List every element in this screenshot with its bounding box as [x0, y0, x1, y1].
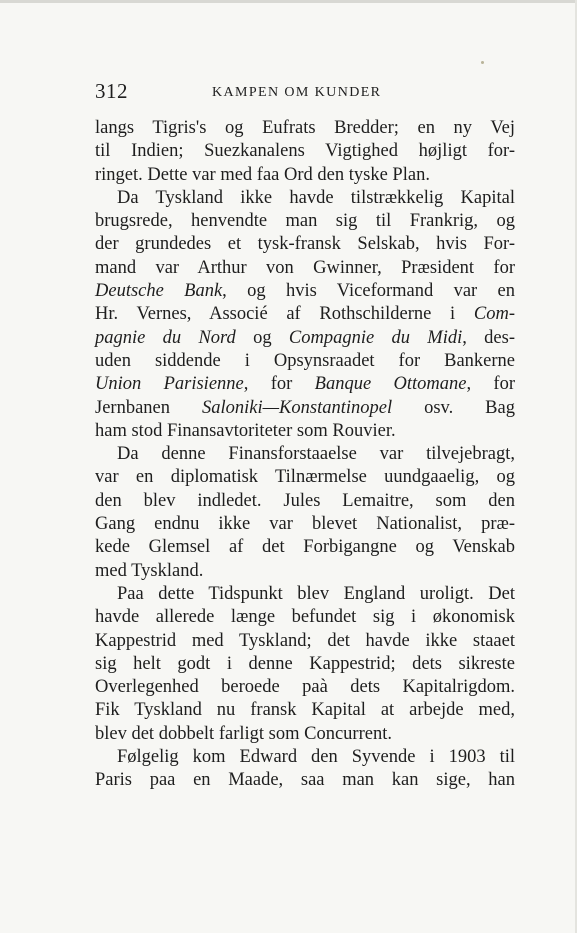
text-line: havde allerede længe befundet sig i økonomisk [95, 607, 515, 628]
text-line: Gang endnu ikke var blevet Nationalist, præ- [95, 514, 515, 535]
text-line: var en diplomatisk Tilnærmelse uundgaaelig, og [95, 467, 515, 488]
text-line: Da Tyskland ikke havde tilstrækkelig Kapital [117, 187, 515, 208]
text-line: Deutsche Bank, og hvis Viceformand var en [95, 281, 515, 302]
text-line: Fik Tyskland nu fransk Kapital at arbejde med, [95, 700, 515, 721]
text-line: Kappestrid med Tyskland; det havde ikke staaet [95, 630, 515, 651]
text-line: Hr. Vernes, Associé af Rothschilderne i Com- [95, 304, 515, 325]
text-line: uden siddende i Opsynsraadet for Bankerne [95, 350, 515, 371]
text-line: kede Glemsel af det Forbigangne og Venskab [95, 537, 515, 558]
text-line: ham stod Finansavtoriteter som Rouvier. [95, 420, 396, 441]
text-line: brugsrede, henvendte man sig til Frankrig, og [95, 211, 515, 232]
text-line: Paris paa en Maade, saa man kan sige, han [95, 770, 515, 791]
text-line: Da denne Finansforstaaelse var tilvejebragt, [117, 444, 515, 465]
page-header [95, 79, 515, 105]
text-line: blev det dobbelt farligt som Concurrent. [95, 723, 392, 744]
text-line: langs Tigris's og Eufrats Bredder; en ny Vej [95, 118, 515, 138]
page-number: 312 [95, 79, 128, 103]
text-line: der grundedes et tysk-fransk Selskab, hvis For- [95, 234, 515, 255]
text-line: Union Parisienne, for Banque Ottomane, for [95, 374, 516, 395]
text-line: ringet. Dette var med faa Ord den tyske Plan. [95, 164, 430, 185]
text-line: Følgelig kom Edward den Syvende i 1903 til [117, 747, 515, 768]
text-line: mand var Arthur von Gwinner, Præsident for [95, 257, 515, 278]
text-line: Jernbanen Saloniki—Konstantinopel osv. Bag [95, 397, 515, 418]
text-line: til Indien; Suezkanalens Vigtighed højligt for- [95, 141, 515, 162]
text-line: pagnie du Nord og Compagnie du Midi, des- [95, 327, 515, 348]
running-head: KAMPEN OM KUNDER [212, 85, 382, 100]
page-edge [0, 0, 577, 3]
text-line: sig helt godt i denne Kappestrid; dets sikreste [95, 653, 515, 674]
body-text [95, 117, 515, 793]
text-line: Overlegenhed beroede paà dets Kapitalrigdom. [95, 677, 515, 698]
paper-speck [481, 61, 484, 64]
text-line: med Tyskland. [95, 560, 204, 581]
text-line: den blev indledet. Jules Lemaitre, som den [95, 490, 515, 511]
text-line: Paa dette Tidspunkt blev England uroligt. Det [117, 583, 515, 604]
